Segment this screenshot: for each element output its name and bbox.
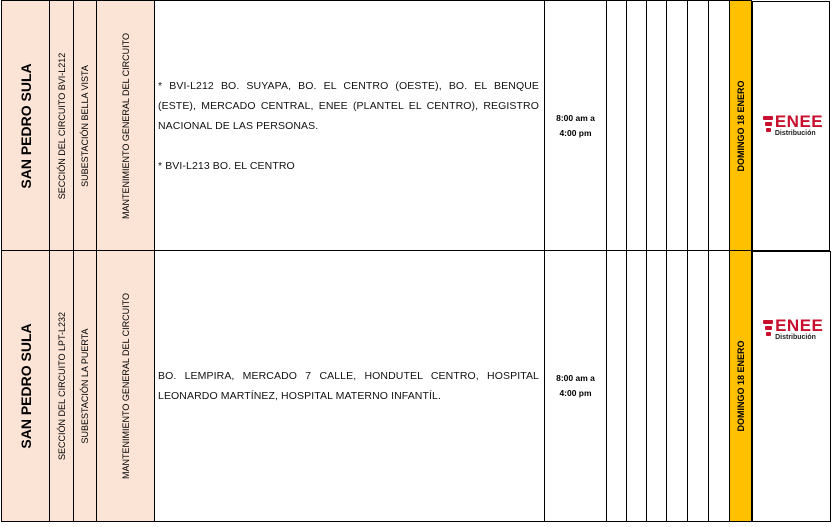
work-type-label: MANTENIMIENTO GENERAL DEL CIRCUITO: [120, 292, 131, 480]
substation-cell: [74, 251, 97, 522]
blank-cell: [627, 251, 647, 522]
blank-cell: [647, 251, 667, 522]
blank-cell: [607, 1, 627, 251]
blank-cell: [607, 251, 627, 522]
areas-cell: [155, 251, 545, 522]
time-end: 4:00 pm: [559, 388, 592, 398]
time-range: [545, 371, 606, 401]
work-cell: [97, 251, 155, 522]
day-label: DOMINGO 18 ENERO: [735, 79, 746, 172]
areas-cell: [155, 1, 545, 251]
outage-schedule-table: [1, 0, 831, 522]
work-type-label: MANTENIMIENTO GENERAL DEL CIRCUITO: [120, 32, 131, 219]
affected-areas: [155, 366, 544, 406]
city-label: SAN PEDRO SULA: [17, 62, 34, 189]
blank-cell: [627, 1, 647, 251]
city-cell: [2, 251, 50, 522]
section-cell: [50, 1, 74, 251]
enee-logo: [763, 111, 824, 138]
work-cell: [97, 1, 155, 251]
blank-cell: [688, 251, 709, 522]
logo-cell: [752, 251, 831, 522]
blank-cell: [709, 251, 730, 522]
section-cell: [50, 251, 74, 522]
affected-areas-text: * BVI-L212 BO. SUYAPA, BO. EL CENTRO (OESTE), BO. EL BENQUE (ESTE), MERCADO CENTRAL, ENEE (PLANTEL EL CENTRO), REGISTRO NACIONAL DE LAS PERSONAS.: [158, 79, 539, 132]
logo-word: ENEE: [774, 111, 824, 131]
enee-logo-icon: [763, 318, 774, 339]
city-cell: [2, 1, 50, 251]
time-cell: [545, 1, 607, 251]
enee-logo: [763, 315, 824, 342]
day-cell: [730, 251, 752, 522]
enee-logo-icon: [763, 114, 774, 135]
circuit-section-label: SECCIÓN DEL CIRCUITO LPT-L232: [56, 311, 67, 461]
affected-areas: [155, 76, 544, 176]
logo-subtitle: Distribución: [775, 333, 816, 341]
time-start: 8:00 am a: [556, 373, 595, 383]
day-cell: [730, 1, 752, 251]
logo-subtitle: Distribución: [774, 129, 816, 137]
day-label: DOMINGO 18 ENERO: [735, 340, 746, 432]
substation-cell: [74, 1, 97, 251]
table-row: [2, 1, 831, 251]
blank-cell: [667, 1, 688, 251]
time-range: [545, 111, 606, 141]
blank-cell: [709, 1, 730, 251]
time-end: 4:00 pm: [559, 127, 592, 138]
blank-cell: [688, 1, 709, 251]
substation-label: SUBESTACIÓN LA PUERTA: [80, 328, 90, 444]
city-label: SAN PEDRO SULA: [17, 323, 34, 449]
affected-areas-text: BO. LEMPIRA, MERCADO 7 CALLE, HONDUTEL CENTRO, HOSPITAL LEONARDO MARTÍNEZ, HOSPITAL MATERNO INFANTÍL.: [158, 370, 539, 402]
circuit-section-label: SECCIÓN DEL CIRCUITO BVI-L212: [56, 52, 67, 199]
logo-word: ENEE: [775, 315, 824, 335]
blank-cell: [667, 251, 688, 522]
blank-cell: [647, 1, 667, 251]
substation-label: SUBESTACIÓN BELLA VISTA: [80, 64, 90, 187]
table-row: [2, 251, 831, 522]
affected-areas-text: * BVI-L213 BO. EL CENTRO: [158, 159, 295, 172]
logo-cell: [752, 1, 830, 251]
time-cell: [545, 251, 607, 522]
time-start: 8:00 am a: [556, 112, 595, 123]
